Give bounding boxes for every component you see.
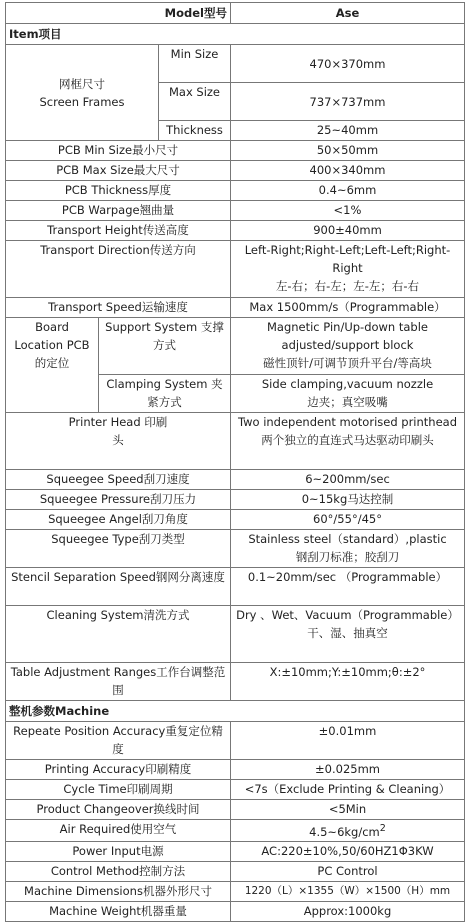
row-label: PCB Thickness厚度 (6, 181, 231, 201)
screen-frames-label: 网框尺寸 Screen Frames (6, 45, 159, 141)
table-row (6, 141, 465, 161)
table-row (6, 722, 465, 760)
stencil-separation-label: Stencil Separation Speed钢网分离速度 (6, 568, 231, 606)
table-row (6, 298, 465, 318)
table-row (6, 901, 465, 921)
model-value: Ase (231, 3, 465, 24)
table-row (6, 490, 465, 510)
table-row (6, 241, 465, 298)
section-row (6, 24, 465, 45)
clamping-system-label: Clamping System 夹紧方式 (99, 375, 231, 413)
support-system-value: Magnetic Pin/Up-down table adjusted/support block 磁性顶针/可调节顶升平台/等高块 (231, 318, 465, 375)
air-required-label: Air Required使用空气 (6, 820, 231, 842)
table-row (6, 663, 465, 701)
transport-speed-value: Max 1500mm/s（Programmable） (231, 298, 465, 318)
table-adjustment-value: X:±10mm;Y:±10mm;θ:±2° (231, 663, 465, 701)
table-row (6, 841, 465, 861)
thickness-value: 25~40mm (231, 121, 465, 141)
row-value: 6~200mm/sec (231, 470, 465, 490)
max-size-value: 737×737mm (231, 83, 465, 121)
transport-direction-label: Transport Direction传送方向 (6, 241, 231, 298)
row-value: 50×50mm (231, 141, 465, 161)
min-size-label: Min Size (159, 45, 231, 83)
row-value: <7s（Exclude Printing & Cleaning） (231, 780, 465, 800)
model-label: Model型号 (6, 3, 231, 24)
row-value: 900±40mm (231, 221, 465, 241)
row-label: Squeegee Pressure刮刀压力 (6, 490, 231, 510)
printer-head-value: Two independent motorised printhead 两个独立的直连式马达驱动印刷头 (231, 413, 465, 470)
cleaning-system-value: Dry 、Wet、Vacuum（Programmable） 干、湿、抽真空 (231, 606, 465, 663)
table-adjustment-label: Table Adjustment Ranges工作台调整范围 (6, 663, 231, 701)
table-row (6, 45, 465, 83)
row-label: Printing Accuracy印刷精度 (6, 760, 231, 780)
cleaning-system-label: Cleaning System清洗方式 (6, 606, 231, 663)
transport-speed-label: Transport Speed运输速度 (6, 298, 231, 318)
max-size-label: Max Size (159, 83, 231, 121)
row-value: <5Min (231, 800, 465, 820)
spec-table (5, 2, 465, 922)
squeegee-type-label: Squeegee Type刮刀类型 (6, 530, 231, 568)
row-value: ±0.025mm (231, 760, 465, 780)
table-row (6, 861, 465, 881)
table-row (6, 780, 465, 800)
table-row (6, 201, 465, 221)
repeat-accuracy-value: ±0.01mm (231, 722, 465, 760)
transport-direction-value: Left-Right;Right-Left;Left-Left;Right-Right 左-右；右-左；左-左；右-右 (231, 241, 465, 298)
table-row (6, 181, 465, 201)
table-row (6, 221, 465, 241)
table-row (6, 510, 465, 530)
row-label: Product Changeover换线时间 (6, 800, 231, 820)
support-system-label: Support System 支撑方式 (99, 318, 231, 375)
table-row (6, 800, 465, 820)
squeegee-type-value: Stainless steel（standard）,plastic 钢刮刀标准；胶刮刀 (231, 530, 465, 568)
section-row (6, 701, 465, 722)
repeat-accuracy-label: Repeate Position Accuracy重复定位精度 (6, 722, 231, 760)
row-label: Squeegee Angel刮刀角度 (6, 510, 231, 530)
row-value: 0.4~6mm (231, 181, 465, 201)
header-row (6, 3, 465, 24)
table-row (6, 318, 465, 375)
section-machine: 整机参数Machine (6, 701, 465, 722)
stencil-separation-value: 0.1~20mm/sec （Programmable） (231, 568, 465, 606)
table-row (6, 530, 465, 568)
board-location-label: Board Location PCB的定位 (6, 318, 99, 413)
table-row (6, 161, 465, 181)
row-label: Power Input电源 (6, 841, 231, 861)
row-label: Squeegee Speed刮刀速度 (6, 470, 231, 490)
air-required-value: $4.5\sim 6kg/cm^2$ (231, 820, 465, 842)
row-value: PC Control (231, 861, 465, 881)
row-label: Machine Weight机器重量 (6, 901, 231, 921)
row-value: 1220（L）×1355（W）×1500（H）mm (231, 881, 465, 901)
row-value: AC:220±10%,50/60HZ1Φ3KW (231, 841, 465, 861)
min-size-value: 470×370mm (231, 45, 465, 83)
row-value: 400×340mm (231, 161, 465, 181)
row-label: Cycle Time印刷周期 (6, 780, 231, 800)
table-row (6, 760, 465, 780)
thickness-label: Thickness (159, 121, 231, 141)
row-value: <1% (231, 201, 465, 221)
row-label: PCB Warpage翘曲量 (6, 201, 231, 221)
section-item: Item项目 (6, 24, 465, 45)
clamping-system-value: Side clamping,vacuum nozzle 边夹；真空吸嘴 (231, 375, 465, 413)
row-label: Machine Dimensions机器外形尺寸 (6, 881, 231, 901)
table-row (6, 470, 465, 490)
table-row (6, 606, 465, 663)
table-row (6, 413, 465, 470)
row-label: Transport Height传送高度 (6, 221, 231, 241)
row-value: 0~15kg马达控制 (231, 490, 465, 510)
table-row (6, 820, 465, 842)
table-row (6, 881, 465, 901)
row-label: PCB Min Size最小尺寸 (6, 141, 231, 161)
row-value: 60°/55°/45° (231, 510, 465, 530)
row-label: Control Method控制方法 (6, 861, 231, 881)
row-label: PCB Max Size最大尺寸 (6, 161, 231, 181)
row-value: Approx:1000kg (231, 901, 465, 921)
table-row (6, 568, 465, 606)
printer-head-label: Printer Head 印刷头 (6, 413, 231, 470)
